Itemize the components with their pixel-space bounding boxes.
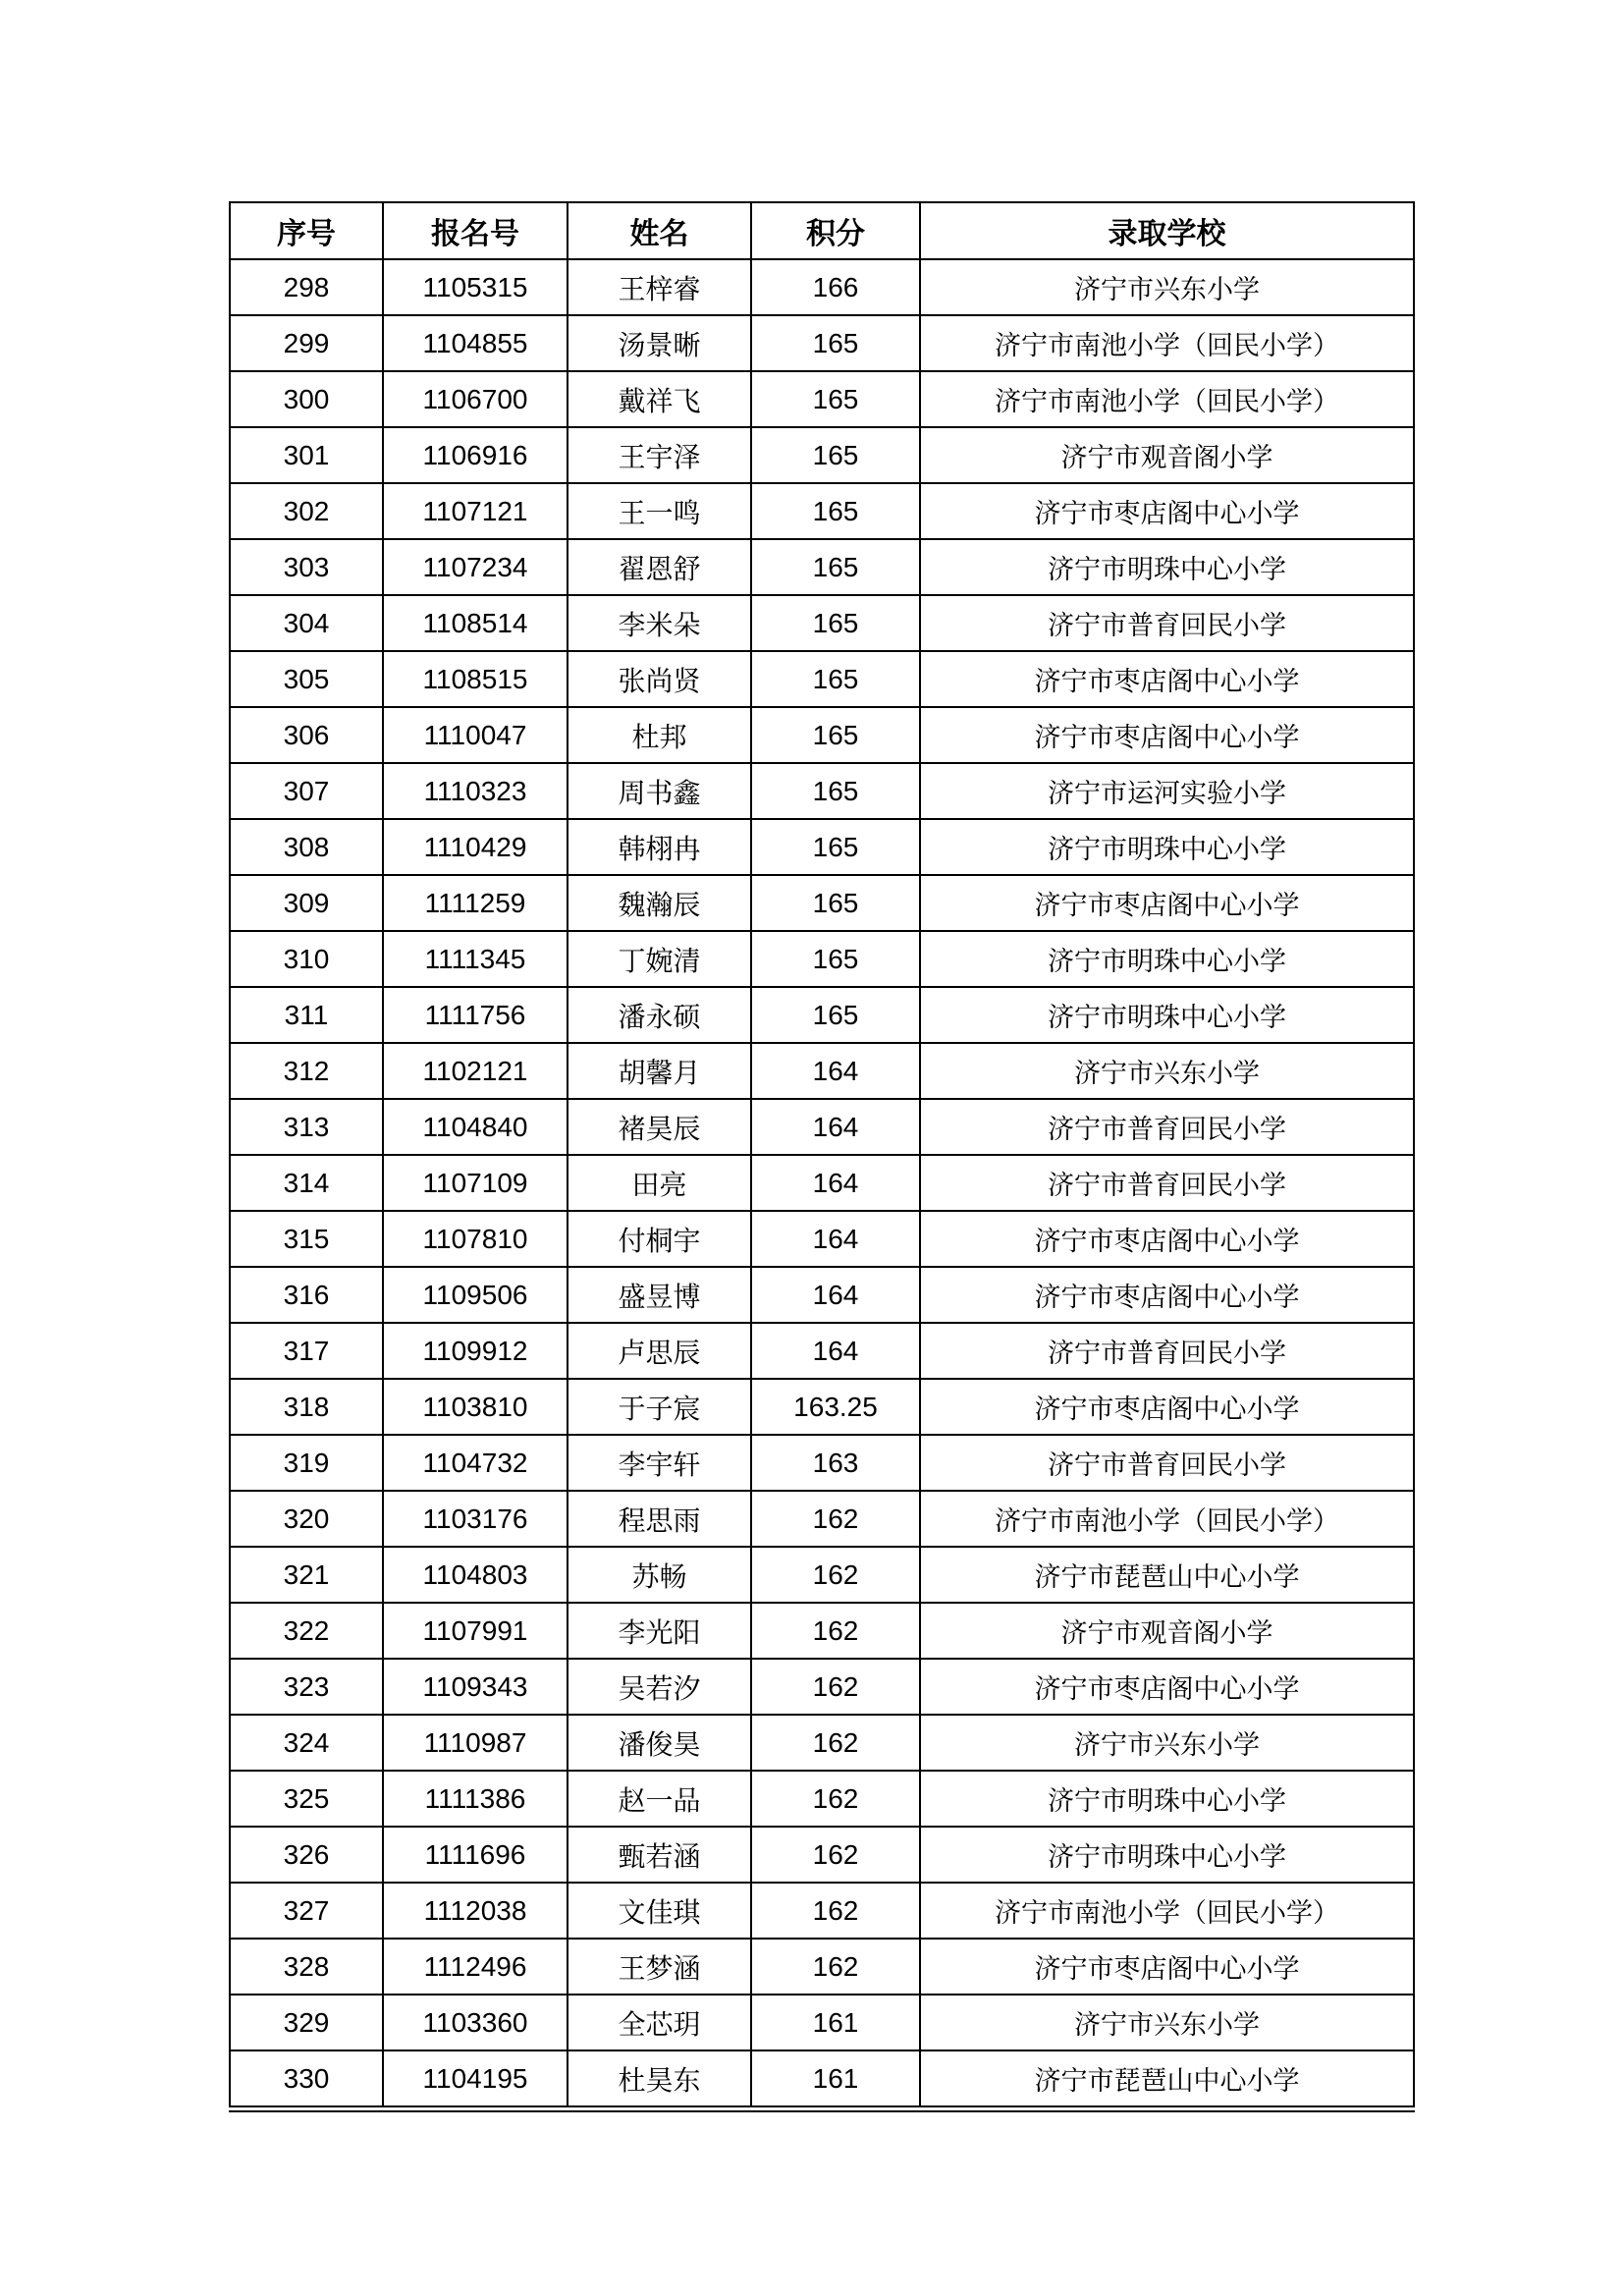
table-row (230, 1155, 1414, 1211)
score-cell: 165 (751, 595, 920, 651)
table-row (230, 259, 1414, 315)
score-cell: 165 (751, 539, 920, 595)
name-cell: 程思雨 (568, 1491, 751, 1547)
school-cell: 济宁市兴东小学 (920, 1995, 1414, 2050)
school-cell: 济宁市普育回民小学 (920, 1155, 1414, 1211)
table-row (230, 1939, 1414, 1995)
school-cell: 济宁市琵琶山中心小学 (920, 2050, 1414, 2109)
score-cell: 162 (751, 1547, 920, 1603)
score-cell: 165 (751, 707, 920, 763)
serial-cell: 301 (230, 427, 383, 483)
reg-number-cell: 1104840 (383, 1099, 568, 1155)
score-cell: 162 (751, 1939, 920, 1995)
name-cell: 田亮 (568, 1155, 751, 1211)
school-cell: 济宁市明珠中心小学 (920, 1827, 1414, 1883)
score-cell: 165 (751, 483, 920, 539)
name-cell: 汤景晰 (568, 315, 751, 371)
school-cell: 济宁市明珠中心小学 (920, 539, 1414, 595)
score-cell: 162 (751, 1715, 920, 1771)
school-cell: 济宁市普育回民小学 (920, 1099, 1414, 1155)
serial-cell: 321 (230, 1547, 383, 1603)
school-cell: 济宁市普育回民小学 (920, 595, 1414, 651)
reg-number-cell: 1104195 (383, 2050, 568, 2109)
table-row (230, 1771, 1414, 1827)
table-row (230, 427, 1414, 483)
table-row (230, 1659, 1414, 1715)
serial-cell: 324 (230, 1715, 383, 1771)
header-reg-number: 报名号 (383, 202, 568, 259)
school-cell: 济宁市枣店阁中心小学 (920, 1379, 1414, 1435)
serial-cell: 319 (230, 1435, 383, 1491)
table-body (230, 259, 1414, 2109)
school-cell: 济宁市南池小学（回民小学） (920, 371, 1414, 427)
school-cell: 济宁市枣店阁中心小学 (920, 707, 1414, 763)
serial-cell: 300 (230, 371, 383, 427)
table-row (230, 1323, 1414, 1379)
table-header (230, 202, 1414, 259)
serial-cell: 304 (230, 595, 383, 651)
score-cell: 162 (751, 1771, 920, 1827)
header-score: 积分 (751, 202, 920, 259)
score-cell: 165 (751, 315, 920, 371)
table-row (230, 1995, 1414, 2050)
reg-number-cell: 1109912 (383, 1323, 568, 1379)
reg-number-cell: 1111696 (383, 1827, 568, 1883)
score-cell: 162 (751, 1827, 920, 1883)
reg-number-cell: 1107109 (383, 1155, 568, 1211)
reg-number-cell: 1107991 (383, 1603, 568, 1659)
table-row (230, 1099, 1414, 1155)
reg-number-cell: 1112038 (383, 1883, 568, 1939)
serial-cell: 303 (230, 539, 383, 595)
table-row (230, 539, 1414, 595)
reg-number-cell: 1104732 (383, 1435, 568, 1491)
score-cell: 163.25 (751, 1379, 920, 1435)
table-row (230, 1547, 1414, 1603)
school-cell: 济宁市运河实验小学 (920, 763, 1414, 819)
serial-cell: 312 (230, 1043, 383, 1099)
school-cell: 济宁市枣店阁中心小学 (920, 1211, 1414, 1267)
school-cell: 济宁市枣店阁中心小学 (920, 1659, 1414, 1715)
table-row (230, 1715, 1414, 1771)
score-cell: 166 (751, 259, 920, 315)
serial-cell: 326 (230, 1827, 383, 1883)
name-cell: 盛昱博 (568, 1267, 751, 1323)
table-row (230, 1379, 1414, 1435)
score-cell: 163 (751, 1435, 920, 1491)
school-cell: 济宁市枣店阁中心小学 (920, 1267, 1414, 1323)
name-cell: 戴祥飞 (568, 371, 751, 427)
serial-cell: 314 (230, 1155, 383, 1211)
name-cell: 张尚贤 (568, 651, 751, 707)
name-cell: 周书鑫 (568, 763, 751, 819)
serial-cell: 299 (230, 315, 383, 371)
score-cell: 165 (751, 987, 920, 1043)
name-cell: 赵一品 (568, 1771, 751, 1827)
name-cell: 王梦涵 (568, 1939, 751, 1995)
name-cell: 胡馨月 (568, 1043, 751, 1099)
name-cell: 卢思辰 (568, 1323, 751, 1379)
serial-cell: 327 (230, 1883, 383, 1939)
table-row (230, 2050, 1414, 2109)
school-cell: 济宁市明珠中心小学 (920, 1771, 1414, 1827)
school-cell: 济宁市兴东小学 (920, 259, 1414, 315)
reg-number-cell: 1111259 (383, 875, 568, 931)
serial-cell: 298 (230, 259, 383, 315)
name-cell: 杜邦 (568, 707, 751, 763)
reg-number-cell: 1107121 (383, 483, 568, 539)
school-cell: 济宁市南池小学（回民小学） (920, 1491, 1414, 1547)
name-cell: 潘永硕 (568, 987, 751, 1043)
table-row (230, 1603, 1414, 1659)
reg-number-cell: 1106916 (383, 427, 568, 483)
table-row (230, 875, 1414, 931)
name-cell: 王梓睿 (568, 259, 751, 315)
serial-cell: 311 (230, 987, 383, 1043)
reg-number-cell: 1109343 (383, 1659, 568, 1715)
name-cell: 褚昊辰 (568, 1099, 751, 1155)
school-cell: 济宁市明珠中心小学 (920, 819, 1414, 875)
table-row (230, 1883, 1414, 1939)
school-cell: 济宁市普育回民小学 (920, 1323, 1414, 1379)
table-row (230, 651, 1414, 707)
score-cell: 164 (751, 1323, 920, 1379)
table-row (230, 1267, 1414, 1323)
reg-number-cell: 1103176 (383, 1491, 568, 1547)
name-cell: 全芯玥 (568, 1995, 751, 2050)
reg-number-cell: 1107234 (383, 539, 568, 595)
name-cell: 文佳琪 (568, 1883, 751, 1939)
table-row (230, 763, 1414, 819)
serial-cell: 316 (230, 1267, 383, 1323)
school-cell: 济宁市南池小学（回民小学） (920, 1883, 1414, 1939)
reg-number-cell: 1111386 (383, 1771, 568, 1827)
name-cell: 于子宸 (568, 1379, 751, 1435)
reg-number-cell: 1108514 (383, 595, 568, 651)
serial-cell: 323 (230, 1659, 383, 1715)
table-row (230, 483, 1414, 539)
serial-cell: 330 (230, 2050, 383, 2109)
table-row (230, 1491, 1414, 1547)
serial-cell: 309 (230, 875, 383, 931)
serial-cell: 328 (230, 1939, 383, 1995)
reg-number-cell: 1108515 (383, 651, 568, 707)
reg-number-cell: 1110323 (383, 763, 568, 819)
name-cell: 付桐宇 (568, 1211, 751, 1267)
name-cell: 吴若汐 (568, 1659, 751, 1715)
school-cell: 济宁市枣店阁中心小学 (920, 875, 1414, 931)
score-cell: 164 (751, 1099, 920, 1155)
reg-number-cell: 1112496 (383, 1939, 568, 1995)
score-cell: 162 (751, 1491, 920, 1547)
name-cell: 李宇轩 (568, 1435, 751, 1491)
name-cell: 魏瀚辰 (568, 875, 751, 931)
name-cell: 甄若涵 (568, 1827, 751, 1883)
table-row (230, 315, 1414, 371)
serial-cell: 308 (230, 819, 383, 875)
header-name: 姓名 (568, 202, 751, 259)
school-cell: 济宁市枣店阁中心小学 (920, 1939, 1414, 1995)
header-row (230, 202, 1414, 259)
reg-number-cell: 1111756 (383, 987, 568, 1043)
school-cell: 济宁市琵琶山中心小学 (920, 1547, 1414, 1603)
school-cell: 济宁市观音阁小学 (920, 1603, 1414, 1659)
reg-number-cell: 1107810 (383, 1211, 568, 1267)
score-cell: 165 (751, 931, 920, 987)
school-cell: 济宁市南池小学（回民小学） (920, 315, 1414, 371)
name-cell: 李光阳 (568, 1603, 751, 1659)
reg-number-cell: 1110047 (383, 707, 568, 763)
table-row (230, 1043, 1414, 1099)
school-cell: 济宁市观音阁小学 (920, 427, 1414, 483)
name-cell: 韩栩冉 (568, 819, 751, 875)
table-row (230, 819, 1414, 875)
reg-number-cell: 1109506 (383, 1267, 568, 1323)
reg-number-cell: 1103810 (383, 1379, 568, 1435)
score-cell: 164 (751, 1043, 920, 1099)
admission-table (229, 201, 1415, 2112)
serial-cell: 313 (230, 1099, 383, 1155)
reg-number-cell: 1103360 (383, 1995, 568, 2050)
score-cell: 165 (751, 371, 920, 427)
reg-number-cell: 1104803 (383, 1547, 568, 1603)
serial-cell: 317 (230, 1323, 383, 1379)
serial-cell: 329 (230, 1995, 383, 2050)
table-row (230, 595, 1414, 651)
table-row (230, 1211, 1414, 1267)
school-cell: 济宁市兴东小学 (920, 1043, 1414, 1099)
serial-cell: 318 (230, 1379, 383, 1435)
table-row (230, 1435, 1414, 1491)
score-cell: 164 (751, 1155, 920, 1211)
serial-cell: 320 (230, 1491, 383, 1547)
name-cell: 苏畅 (568, 1547, 751, 1603)
name-cell: 李米朵 (568, 595, 751, 651)
school-cell: 济宁市明珠中心小学 (920, 931, 1414, 987)
table-row (230, 931, 1414, 987)
name-cell: 丁婉清 (568, 931, 751, 987)
reg-number-cell: 1102121 (383, 1043, 568, 1099)
school-cell: 济宁市兴东小学 (920, 1715, 1414, 1771)
reg-number-cell: 1111345 (383, 931, 568, 987)
table-row (230, 987, 1414, 1043)
serial-cell: 325 (230, 1771, 383, 1827)
name-cell: 王宇泽 (568, 427, 751, 483)
reg-number-cell: 1104855 (383, 315, 568, 371)
score-cell: 165 (751, 427, 920, 483)
reg-number-cell: 1105315 (383, 259, 568, 315)
table-row (230, 1827, 1414, 1883)
score-cell: 162 (751, 1883, 920, 1939)
serial-cell: 305 (230, 651, 383, 707)
score-cell: 165 (751, 819, 920, 875)
table-row (230, 707, 1414, 763)
reg-number-cell: 1106700 (383, 371, 568, 427)
serial-cell: 322 (230, 1603, 383, 1659)
name-cell: 杜昊东 (568, 2050, 751, 2109)
school-cell: 济宁市枣店阁中心小学 (920, 483, 1414, 539)
serial-cell: 302 (230, 483, 383, 539)
name-cell: 潘俊昊 (568, 1715, 751, 1771)
header-serial: 序号 (230, 202, 383, 259)
school-cell: 济宁市枣店阁中心小学 (920, 651, 1414, 707)
score-cell: 165 (751, 763, 920, 819)
score-cell: 164 (751, 1211, 920, 1267)
serial-cell: 307 (230, 763, 383, 819)
score-cell: 162 (751, 1659, 920, 1715)
reg-number-cell: 1110987 (383, 1715, 568, 1771)
score-cell: 165 (751, 651, 920, 707)
serial-cell: 315 (230, 1211, 383, 1267)
score-cell: 161 (751, 1995, 920, 2050)
score-cell: 162 (751, 1603, 920, 1659)
score-cell: 165 (751, 875, 920, 931)
header-school: 录取学校 (920, 202, 1414, 259)
school-cell: 济宁市明珠中心小学 (920, 987, 1414, 1043)
score-cell: 161 (751, 2050, 920, 2109)
school-cell: 济宁市普育回民小学 (920, 1435, 1414, 1491)
serial-cell: 310 (230, 931, 383, 987)
name-cell: 王一鸣 (568, 483, 751, 539)
name-cell: 翟恩舒 (568, 539, 751, 595)
table-row (230, 371, 1414, 427)
score-cell: 164 (751, 1267, 920, 1323)
serial-cell: 306 (230, 707, 383, 763)
reg-number-cell: 1110429 (383, 819, 568, 875)
